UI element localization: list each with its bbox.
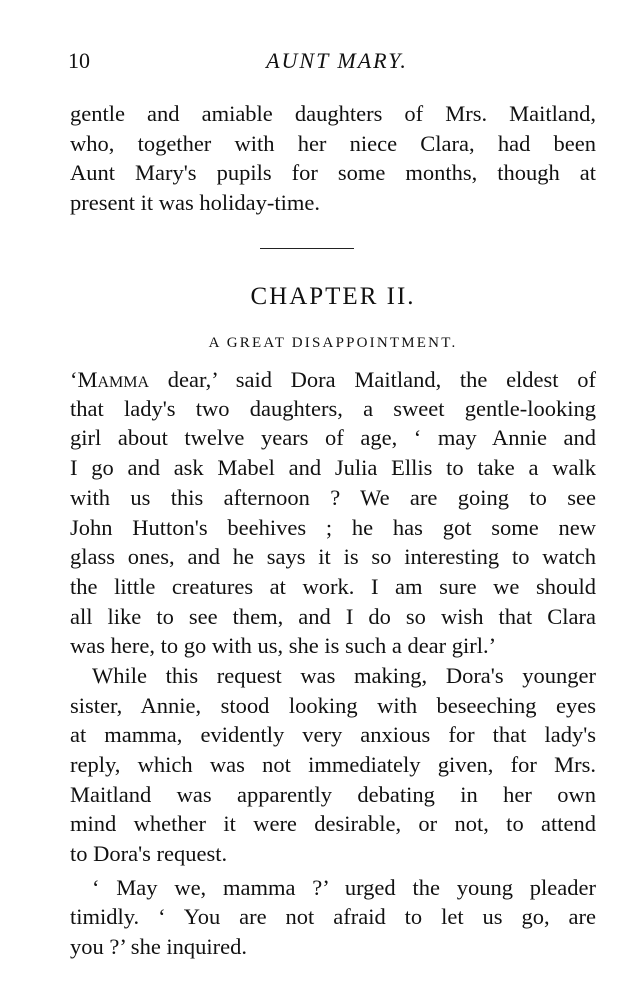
text-line: was here, to go with us, she is such a dear girl.’ (70, 633, 497, 658)
chapter-subtitle: A GREAT DISAPPOINTMENT. (208, 335, 458, 351)
text-line: Maitland was apparently debating in her own (70, 782, 596, 807)
text-line: timidly. ‘ You are not afraid to let us go, are (70, 904, 596, 929)
first-line-rest: dear,’ said Dora Maitland, the eldest of (149, 367, 596, 392)
running-head (68, 46, 596, 76)
text-line: at mamma, evidently very anxious for that lady's (70, 722, 596, 747)
text-line: who, together with her niece Clara, had been (70, 131, 596, 156)
text-line: glass ones, and he says it is so interesting to watch (70, 544, 596, 569)
text-line: John Hutton's beehives ; he has got some new (70, 515, 596, 540)
text-line: reply, which was not immediately given, for Mrs. (70, 752, 596, 777)
text-line: that lady's two daughters, a sweet gentle-looking (70, 396, 596, 421)
text-line: girl about twelve years of age, ‘ may Annie and (70, 425, 596, 450)
text-line: the little creatures at work. I am sure we should (70, 574, 596, 599)
text-line: with us this afternoon ? We are going to see (70, 485, 596, 510)
text-line (70, 366, 596, 394)
text-line: mind whether it were desirable, or not, to attend (70, 811, 596, 836)
chapter-title: CHAPTER II. (250, 283, 416, 310)
section-divider (260, 248, 354, 249)
text-line: all like to see them, and I do so wish that Clara (70, 604, 596, 629)
text-line: present it was holiday-time. (70, 190, 320, 215)
page-number: 10 (68, 48, 90, 73)
opening-quote: ‘ (70, 367, 78, 392)
text-line: sister, Annie, stood looking with beseeching eyes (70, 693, 596, 718)
text-line: ‘ May we, mamma ?’ urged the young pleader (92, 875, 596, 900)
text-line: I go and ask Mabel and Julia Ellis to take a walk (70, 455, 596, 480)
text-line: gentle and amiable daughters of Mrs. Maitland, (70, 101, 596, 126)
text-line: While this request was making, Dora's younger (92, 663, 596, 688)
running-title: AUNT MARY. (266, 48, 408, 73)
text-line: to Dora's request. (70, 841, 228, 866)
text-line: you ?’ she inquired. (70, 934, 248, 959)
text-line: Aunt Mary's pupils for some months, though at (70, 160, 596, 185)
drop-word: Mamma (77, 367, 150, 392)
